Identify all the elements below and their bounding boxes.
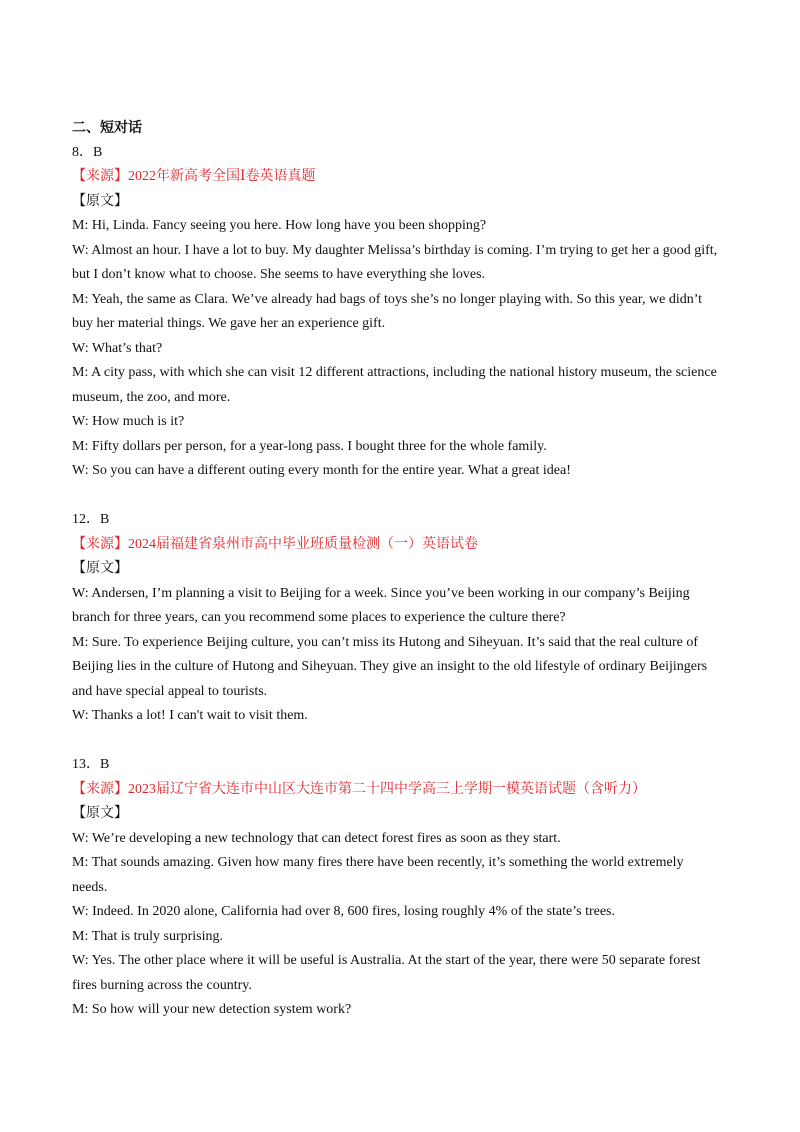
- dialogue-line: M: Sure. To experience Beijing culture, you can’t miss its Hutong and Siheyuan. It’s said that the real culture of: [72, 634, 699, 650]
- document-content: [72, 116, 732, 1023]
- dialogue-line: and have special appeal to tourists.: [72, 683, 268, 699]
- dialogue-line: M: Yeah, the same as Clara. We’ve already had bags of toys she’s no longer playing with. So this year, we didn’t: [72, 291, 703, 307]
- dialogue-line: M: So how will your new detection system work?: [72, 1002, 352, 1017]
- question-block-13: [72, 753, 732, 1023]
- dialogue-line: M: Hi, Linda. Fancy seeing you here. How long have you been shopping?: [72, 218, 487, 233]
- question-block-8: [72, 141, 732, 484]
- question-number: 12．B: [72, 512, 110, 527]
- block-spacer: [72, 484, 732, 509]
- dialogue-line: M: A city pass, with which she can visit 12 different attractions, including the national history museum, the science: [72, 365, 717, 380]
- dialogue-line: W: Almost an hour. I have a lot to buy. My daughter Melissa’s birthday is coming. I’m trying to get her a good gift,: [72, 242, 718, 258]
- dialogue-line: W: What’s that?: [72, 340, 163, 356]
- dialogue-line: W: Yes. The other place where it will be useful is Australia. At the start of the year, there were 50 separate forest: [72, 953, 701, 968]
- dialogue-line: W: We’re developing a new technology that can detect forest fires as soon as they start.: [72, 830, 561, 846]
- original-text-label: 【原文】: [72, 561, 128, 576]
- dialogue-line: M: Fifty dollars per person, for a year-long pass. I bought three for the whole family.: [72, 438, 547, 454]
- dialogue-line: branch for three years, can you recommend some places to experience the culture there?: [72, 610, 566, 625]
- question-number: 13．B: [72, 757, 110, 772]
- dialogue-line: W: So you can have a different outing every month for the entire year. What a great idea!: [72, 463, 571, 478]
- dialogue-line: W: Andersen, I’m planning a visit to Beijing for a week. Since you’ve been working in our company’s Beijing: [72, 585, 690, 601]
- dialogue-line: fires burning across the country.: [72, 977, 252, 993]
- dialogue-line: W: Thanks a lot! I can't wait to visit them.: [72, 708, 308, 723]
- source-line: 【来源】2024届福建省泉州市高中毕业班质量检测（一）英语试卷: [72, 536, 478, 552]
- dialogue-line: W: Indeed. In 2020 alone, California had over 8, 600 fires, losing roughly 4% of the state’s trees.: [72, 904, 616, 919]
- dialogue-line: M: That sounds amazing. Given how many fires there have been recently, it’s something the world extremely: [72, 855, 684, 870]
- block-spacer: [72, 729, 732, 754]
- source-line: 【来源】2023届辽宁省大连市中山区大连市第二十四中学高三上学期一模英语试题（含听力）: [72, 781, 646, 797]
- dialogue-line: M: That is truly surprising.: [72, 928, 224, 944]
- dialogue-line: needs.: [72, 879, 108, 895]
- question-block-12: [72, 508, 732, 729]
- source-line: 【来源】2022年新高考全国Ⅰ卷英语真题: [72, 169, 316, 184]
- dialogue-line: buy her material things. We gave her an experience gift.: [72, 316, 386, 331]
- original-text-label: 【原文】: [72, 806, 128, 821]
- dialogue-line: museum, the zoo, and more.: [72, 389, 231, 405]
- original-text-label: 【原文】: [72, 193, 128, 209]
- dialogue-line: W: How much is it?: [72, 414, 185, 429]
- section-title: 二、短对话: [72, 120, 142, 136]
- question-number: 8．B: [72, 144, 103, 160]
- dialogue-line: Beijing lies in the culture of Hutong and Siheyuan. They give an insight to the old lifestyle of ordinary Beijingers: [72, 659, 708, 674]
- dialogue-line: but I don’t know what to choose. She seems to have everything she loves.: [72, 267, 486, 282]
